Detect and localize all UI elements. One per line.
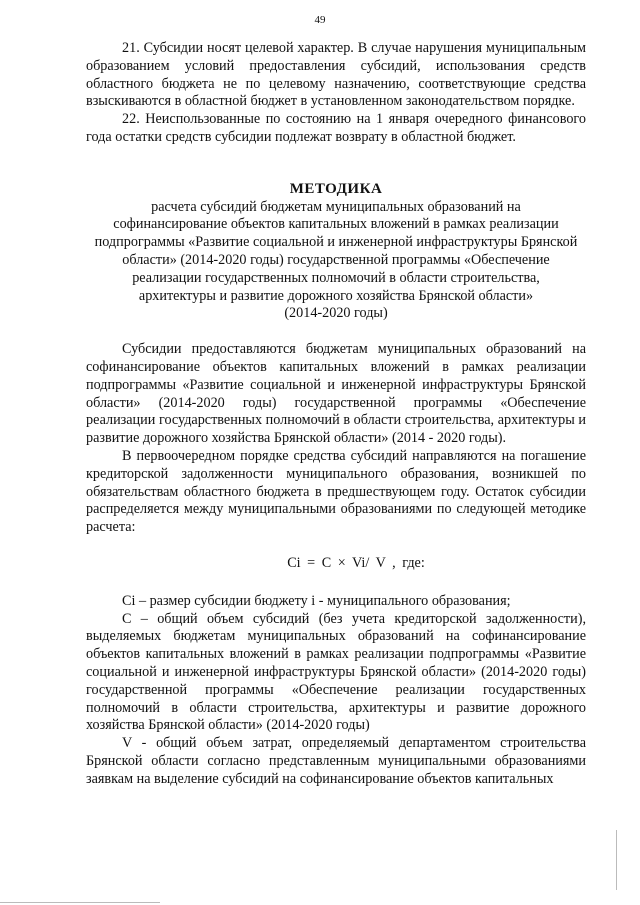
subtitle-line: софинансирование объектов капитальных вложений в рамках реализации bbox=[113, 216, 559, 233]
subtitle-line: архитектуры и развитие дорожного хозяйства Брянской области» bbox=[138, 287, 534, 304]
definition-v: V - общий объем затрат, определяемый департаментом строительства Брянской области согласно представленным муниципальными образованиями заявкам на выделение субсидий на софинансирование объектов капитальных bbox=[86, 735, 586, 787]
page-number: 49 bbox=[314, 14, 326, 26]
method-title: МЕТОДИКА bbox=[289, 180, 383, 197]
subtitle-line: подпрограммы «Развитие социальной и инженерной инфраструктуры Брянской bbox=[94, 234, 578, 251]
scan-edge-mark bbox=[0, 902, 160, 903]
subtitle-line: (2014-2020 годы) bbox=[284, 305, 388, 322]
clause-21: 21. Субсидии носят целевой характер. В случае нарушения муниципальным образованием условий предоставления субсидий, использования средств областного бюджета не по целевому назначению, соответствующие средства взыскиваются в областной бюджет в установленном законодательством порядке. bbox=[86, 40, 586, 110]
scan-edge-mark bbox=[616, 830, 617, 890]
subtitle-line: реализации государственных полномочий в области строительства, bbox=[132, 269, 540, 286]
document-body bbox=[86, 40, 586, 788]
subtitle-line: расчета субсидий бюджетам муниципальных образований на bbox=[151, 198, 521, 215]
formula: Ci = C × Vi/ V , где: bbox=[287, 554, 425, 571]
definition-ci: Ci – размер субсидии бюджету i - муниципального образования; bbox=[122, 592, 511, 609]
subtitle-line: области» (2014-2020 годы) государственной программы «Обеспечение bbox=[122, 251, 550, 268]
clause-22: 22. Неиспользованные по состоянию на 1 января очередного финансового года остатки средств субсидии подлежат возврату в областной бюджет. bbox=[86, 111, 586, 145]
body-paragraph-2: В первоочередном порядке средства субсидий направляются на погашение кредиторской задолженности муниципального образования, возникшей по обязательствам областного бюджета в предшествующем году. Остаток субсидии распределяется между муниципальными образованиями по следующей методике расчета: bbox=[86, 447, 586, 536]
body-paragraph-1: Субсидии предоставляются бюджетам муниципальных образований на софинансирование объектов капитальных вложений в рамках реализации подпрограммы «Развитие социальной и инженерной инфраструктуры Брянской области» (2014-2020 годы) государственной программы «Обеспечение реализации государственных полномочий в области строительства, архитектуры и развитие дорожного хозяйства Брянской области» (2014 - 2020 годы). bbox=[86, 341, 586, 447]
definition-c: С – общий объем субсидий (без учета кредиторской задолженности), выделяемых бюджетам муниципальных образований на софинансирование объектов капитальных вложений в рамках реализации подпрограммы «Развитие социальной и инженерной инфраструктуры Брянской области» (2014-2020 годы) государственной программы «Обеспечение реализации государственных полномочий в области строительства, архитектуры и развитие дорожного хозяйства Брянской области» (2014-2020 годы) bbox=[86, 610, 586, 734]
method-subtitle bbox=[86, 199, 586, 324]
